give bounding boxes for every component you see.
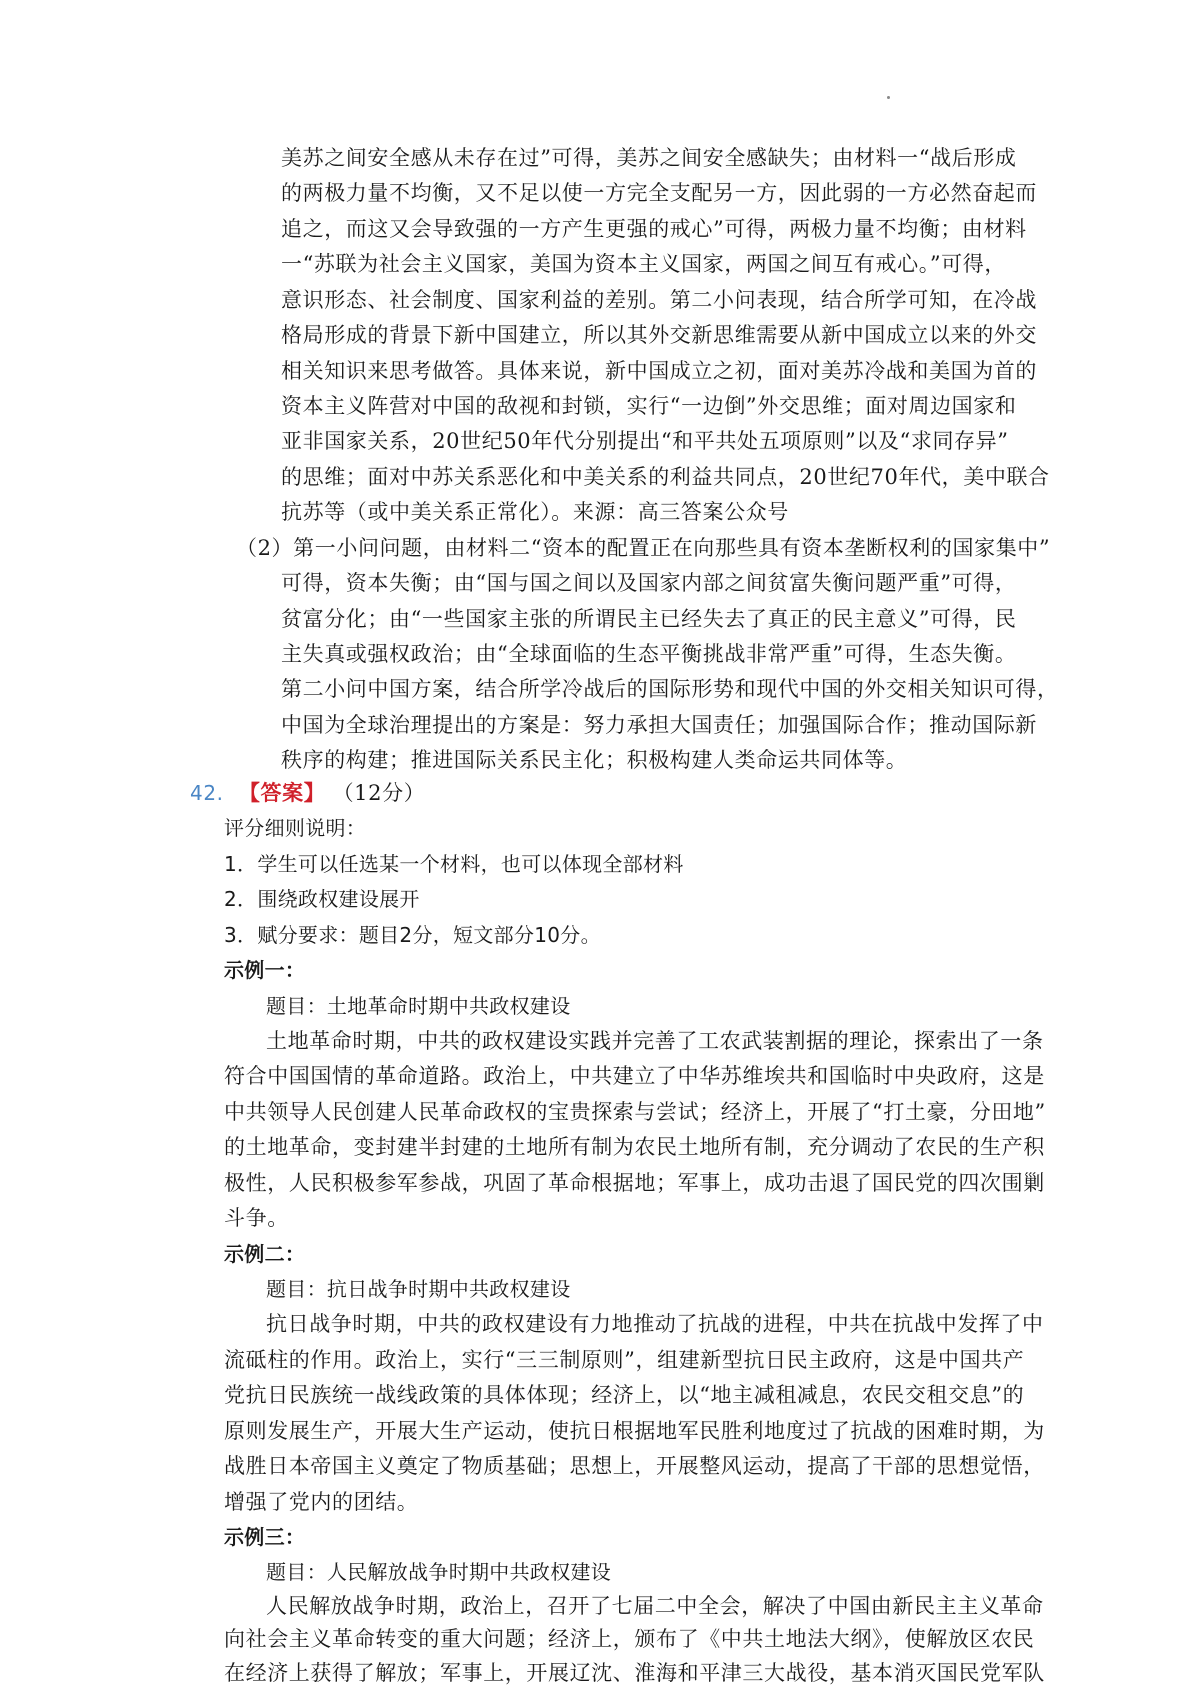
score-label: （12分） [332, 780, 426, 805]
q42-header [190, 778, 425, 808]
q41-part1-line: 美苏之间安全感从未存在过”可得，美苏之间安全感缺失；由材料一“战后形成 [281, 146, 1017, 170]
example-label: 示例一： [224, 958, 306, 983]
q41-part1-line: 亚非国家关系，20世纪50年代分别提出“和平共处五项原则”以及“求同存异” [281, 429, 1009, 454]
example-title: 题目：抗日战争时期中共政权建设 [266, 1276, 571, 1301]
q41-part2-line: 第二小问中国方案，结合所学冷战后的国际形势和现代中国的外交相关知识可得， [281, 677, 1059, 702]
q41-part2-line: 秩序的构建；推进国际关系民主化；积极构建人类命运共同体等。 [281, 748, 908, 773]
page-mark-dot [887, 96, 890, 99]
q41-part1-line: 相关知识来思考做答。具体来说，新中国成立之初，面对美苏冷战和美国为首的 [281, 358, 1037, 383]
q41-part2-line: 主失真或强权政治；由“全球面临的生态平衡挑战非常严重”可得，生态失衡。 [281, 642, 1017, 667]
q41-part2-line: 可得，资本失衡；由“国与国之间以及国家内部之间贫富失衡问题严重”可得， [281, 571, 1017, 596]
example-body-line: 战胜日本帝国主义奠定了物质基础；思想上，开展整风运动，提高了干部的思想觉悟， [224, 1454, 1045, 1479]
example-body-line: 极性，人民积极参军参战，巩固了革命根据地；军事上，成功击退了国民党的四次围剿 [224, 1170, 1045, 1195]
q41-part1-line: 意识形态、社会制度、国家利益的差别。第二小问表现，结合所学可知，在冷战 [281, 287, 1037, 312]
example-body-line: 斗争。 [224, 1206, 289, 1231]
criteria-item: 3．赋分要求：题目2分，短文部分10分。 [224, 922, 601, 947]
example-title: 题目：土地革命时期中共政权建设 [266, 993, 571, 1018]
example-body-line: 流砥柱的作用。政治上，实行“三三制原则”，组建新型抗日民主政府，这是中国共产 [224, 1347, 1025, 1372]
example-body-line: 抗日战争时期，中共的政权建设有力地推动了抗战的进程，中共在抗战中发挥了中 [266, 1312, 1044, 1337]
q41-part2-line: （2）第一小问问题，由材料二“资本的配置正在向那些具有资本垄断权利的国家集中” [236, 535, 1051, 560]
criteria-item: 2．围绕政权建设展开 [224, 887, 420, 912]
q41-part1-line: 一“苏联为社会主义国家，美国为资本主义国家，两国之间互有戒心。”可得， [281, 252, 1006, 277]
example-body-line: 党抗日民族统一战线政策的具体体现；经济上，以“地主减租减息，农民交租交息”的 [224, 1383, 1025, 1408]
answer-tag: 【答案】 [238, 779, 326, 805]
example-title: 题目：人民解放战争时期中共政权建设 [266, 1560, 612, 1585]
q41-part1-line: 资本主义阵营对中国的敌视和封锁，实行“一边倒”外交思维；面对周边国家和 [281, 394, 1017, 419]
example-body-line: 在经济上获得了解放；军事上，开展辽沈、淮海和平津三大战役，基本消灭国民党军队 [224, 1661, 1045, 1685]
q41-part2-line: 贫富分化；由“一些国家主张的所谓民主已经失去了真正的民主意义”可得，民 [281, 606, 1017, 631]
criteria-title: 评分细则说明： [224, 816, 367, 841]
example-body-line: 原则发展生产，开展大生产运动，使抗日根据地军民胜利地度过了抗战的困难时期，为 [224, 1418, 1045, 1443]
q41-part1-line: 的两极力量不均衡，又不足以使一方完全支配另一方，因此弱的一方必然奋起而 [281, 181, 1037, 206]
example-label: 示例三： [224, 1525, 306, 1549]
q41-part1-line: 的思维；面对中苏关系恶化和中美关系的利益共同点，20世纪70年代，美中联合 [281, 464, 1050, 489]
q41-part1-line: 格局形成的背景下新中国建立，所以其外交新思维需要从新中国成立以来的外交 [281, 323, 1037, 348]
example-body-line: 符合中国国情的革命道路。政治上，中共建立了中华苏维埃共和国临时中央政府，这是 [224, 1064, 1045, 1089]
criteria-item: 1．学生可以任选某一个材料，也可以体现全部材料 [224, 851, 684, 876]
q41-part1-line: 追之，而这又会导致强的一方产生更强的戒心”可得，两极力量不均衡；由材料 [281, 216, 1027, 241]
example-body-line: 向社会主义革命转变的重大问题；经济上，颁布了《中共土地法大纲》，使解放区农民 [224, 1627, 1035, 1652]
question-number: 42. [190, 780, 224, 805]
example-body-line: 人民解放战争时期，政治上，召开了七届二中全会，解决了中国由新民主主义革命 [266, 1593, 1044, 1618]
example-label: 示例二： [224, 1241, 306, 1266]
q41-part2-line: 中国为全球治理提出的方案是：努力承担大国责任；加强国际合作；推动国际新 [281, 712, 1037, 737]
example-body-line: 中共领导人民创建人民革命政权的宝贵探索与尝试；经济上，开展了“打土豪，分田地” [224, 1099, 1046, 1124]
example-body-line: 土地革命时期，中共的政权建设实践并完善了工农武装割据的理论，探索出了一条 [266, 1028, 1044, 1053]
example-body-line: 增强了党内的团结。 [224, 1489, 419, 1514]
q41-part1-line: 抗苏等（或中美关系正常化）。来源：高三答案公众号 [281, 500, 789, 525]
example-body-line: 的土地革命，变封建半封建的土地所有制为农民土地所有制，充分调动了农民的生产积 [224, 1135, 1045, 1160]
